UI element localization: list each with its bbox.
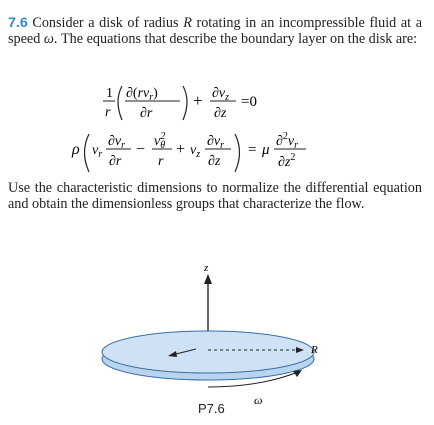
r-denominator: r <box>158 154 164 169</box>
figure-caption: P7.6 <box>198 401 225 416</box>
partial-r-vr: $\partial(rv_r)$ <box>126 86 158 103</box>
fraction-one-numerator: 1 <box>106 86 113 101</box>
partial-vr-1: $\partial v_r$ <box>108 134 126 151</box>
partial-vz: $\partial v_z$ <box>212 86 230 103</box>
speed-symbol: ω <box>43 31 54 48</box>
vr-term: $v_r$ <box>92 143 103 160</box>
vz-term: $v_z$ <box>190 143 201 160</box>
intro-text-3: . The equations that describe the boundary layer on the disk are: <box>53 31 418 48</box>
radius-label: R <box>311 344 318 356</box>
mu-symbol: μ <box>262 142 270 158</box>
z-axis-label: z <box>204 262 209 274</box>
partial-z-2: ∂z <box>208 154 221 169</box>
partial-r-2: ∂r <box>109 154 122 169</box>
omega-label: ω <box>254 393 263 407</box>
minus-sign: − <box>136 141 146 158</box>
continuity-equation <box>100 80 280 126</box>
v-theta-squared: $v^2$ θ <box>154 131 166 151</box>
partial-r: ∂r <box>140 106 153 121</box>
problem-body: Use the characteristic dimensions to normalize the differential equation and obtain the dimensionless groups that characterize the flow. <box>8 180 422 213</box>
second-partial-vr: $\partial^2v_r$ <box>276 131 299 151</box>
partial-vr-2: $\partial v_r$ <box>207 134 225 151</box>
momentum-equation <box>70 128 370 178</box>
equals-zero: =0 <box>241 94 257 110</box>
radius-symbol: R <box>183 15 192 31</box>
partial-z-squared: $\partial z^2$ <box>278 152 296 170</box>
problem-statement <box>8 15 422 48</box>
z-axis-arrowhead <box>204 274 212 284</box>
plus-sign: + <box>193 91 203 110</box>
plus-sign-2: + <box>176 141 186 158</box>
problem-number: 7.6 <box>8 15 28 31</box>
partial-z: ∂z <box>214 106 227 121</box>
disk-top-surface <box>102 331 314 373</box>
fraction-r-denominator: r <box>105 105 111 120</box>
equals-sign: = <box>248 142 257 158</box>
intro-text-2: rotating in an incompressible fluid at a speed <box>8 15 423 48</box>
intro-text-1: Consider a disk of radius <box>32 15 184 31</box>
rho-symbol: ρ <box>72 141 80 158</box>
